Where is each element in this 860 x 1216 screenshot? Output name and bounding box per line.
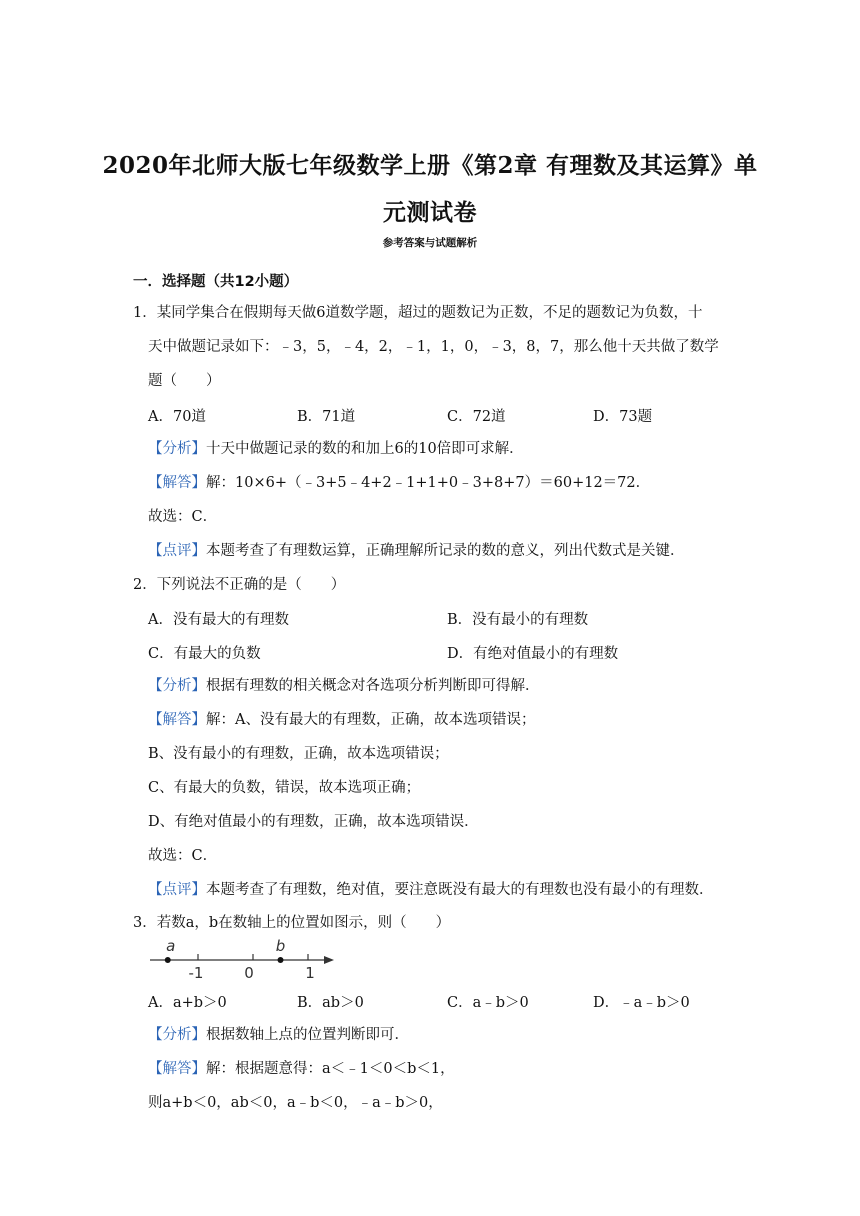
q3-analysis-text: 根据数轴上点的位置判断即可． <box>206 1027 409 1043</box>
q1-option-b: B．71道 <box>297 409 356 425</box>
q1-comment-text: 本题考查了有理数运算，正确理解所记录的数的意义，列出代数式是关键． <box>206 543 685 559</box>
q2-answer-b: B、没有最小的有理数，正确，故本选项错误； <box>148 746 449 762</box>
q3-stem: 3．若数a，b在数轴上的位置如图示，则（ ） <box>133 915 451 931</box>
q1-option-c: C．72道 <box>447 409 506 425</box>
document-subtitle: 参考答案与试题解析 <box>382 237 478 249</box>
label-b: b <box>275 937 286 955</box>
q2-option-b: B．没有最小的有理数 <box>447 612 589 628</box>
q2-answer-tag: 【解答】 <box>148 712 206 728</box>
number-line-svg <box>148 936 338 980</box>
q3-option-a: A．a+b＞0 <box>148 995 227 1011</box>
q2-answer <box>148 710 535 730</box>
q1-answer-text: 解：10×6+（﹣3+5﹣4+2﹣1+1+0﹣3+8+7）＝60+12＝72． <box>206 475 651 491</box>
q3-analysis-tag: 【分析】 <box>148 1027 206 1043</box>
q1-stem-line-3: 题（ ） <box>148 373 221 389</box>
q2-stem: 2．下列说法不正确的是（ ） <box>133 577 346 593</box>
label-neg1: -1 <box>188 964 204 980</box>
q1-analysis <box>148 439 524 459</box>
point-a <box>165 957 171 963</box>
q2-comment-tag: 【点评】 <box>148 882 206 898</box>
q1-choice: 故选：C． <box>148 509 218 525</box>
q1-option-a: A．70道 <box>148 409 206 425</box>
q1-stem-line-2: 天中做题记录如下：﹣3，5，﹣4，2，﹣1，1，0，﹣3，8，7，那么他十天共做了数学 <box>148 339 719 355</box>
number-line-arrow <box>324 956 334 964</box>
q2-comment-text: 本题考查了有理数，绝对值，要注意既没有最大的有理数也没有最小的有理数． <box>206 882 714 898</box>
q2-answer-a: 解：A、没有最大的有理数，正确，故本选项错误； <box>206 712 536 728</box>
q3-option-d: D．﹣a﹣b＞0 <box>593 995 690 1011</box>
q1-answer-tag: 【解答】 <box>148 475 206 491</box>
document-title-line-2: 元测试卷 <box>383 199 477 226</box>
section-heading: 一．选择题（共12小题） <box>133 274 299 290</box>
q1-option-d: D．73题 <box>593 409 653 425</box>
q3-analysis <box>148 1025 409 1045</box>
q2-choice: 故选：C． <box>148 848 218 864</box>
q1-comment <box>148 541 685 561</box>
q1-answer <box>148 473 650 493</box>
number-line-figure <box>148 936 338 980</box>
q2-analysis <box>148 676 540 696</box>
q3-answer-text: 解：根据题意得：a＜﹣1＜0＜b＜1， <box>206 1061 455 1077</box>
q1-analysis-tag: 【分析】 <box>148 441 206 457</box>
label-zero: 0 <box>244 964 254 980</box>
q2-option-c: C．有最大的负数 <box>148 646 261 662</box>
q3-option-b: B．ab＞0 <box>297 995 364 1011</box>
label-a: a <box>166 937 176 955</box>
q2-analysis-text: 根据有理数的相关概念对各选项分析判断即可得解． <box>206 678 540 694</box>
q2-answer-c: C、有最大的负数，错误，故本选项正确； <box>148 780 421 796</box>
q3-answer <box>148 1059 455 1079</box>
q2-answer-d: D、有绝对值最小的有理数，正确，故本选项错误． <box>148 814 479 830</box>
point-b <box>278 957 284 963</box>
q1-analysis-text: 十天中做题记录的数的和加上6的10倍即可求解． <box>206 441 524 457</box>
q1-stem-line-1: 1．某同学集合在假期每天做6道数学题，超过的题数记为正数，不足的题数记为负数，十 <box>133 305 703 321</box>
q1-comment-tag: 【点评】 <box>148 543 206 559</box>
q3-answer-tag: 【解答】 <box>148 1061 206 1077</box>
q3-answer-line-2: 则a+b＜0，ab＜0，a﹣b＜0，﹣a﹣b＞0， <box>148 1095 443 1111</box>
q2-comment <box>148 880 714 900</box>
q2-option-a: A．没有最大的有理数 <box>148 612 289 628</box>
label-one: 1 <box>305 964 315 980</box>
q2-analysis-tag: 【分析】 <box>148 678 206 694</box>
document-title-line-1: 2020年北师大版七年级数学上册《第2章 有理数及其运算》单 <box>102 152 758 179</box>
q3-option-c: C．a﹣b＞0 <box>447 995 529 1011</box>
q2-option-d: D．有绝对值最小的有理数 <box>447 646 619 662</box>
